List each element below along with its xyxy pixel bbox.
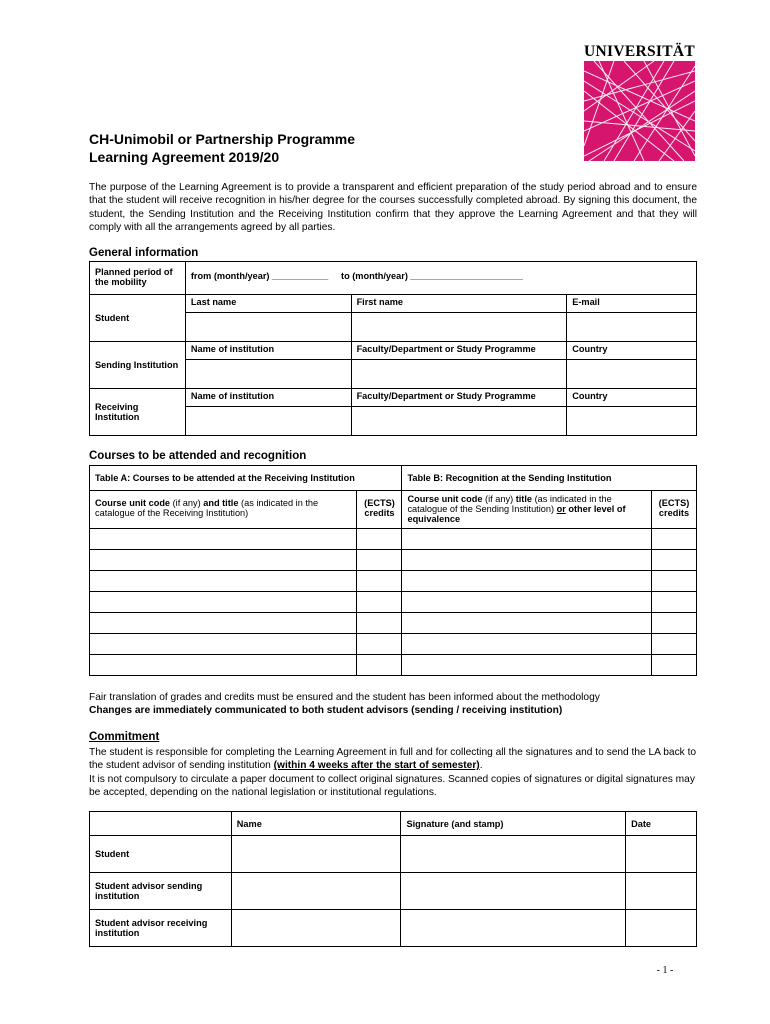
course-row: [90, 550, 697, 571]
table-a-course-cell[interactable]: [90, 613, 357, 634]
table-a-course-cell[interactable]: [90, 550, 357, 571]
agreement-title: Learning Agreement 2019/20: [89, 149, 280, 165]
general-info-heading: General information: [89, 247, 199, 259]
fair-translation-line: Fair translation of grades and credits must be ensured and the student has been informed about the methodology: [89, 692, 600, 703]
table-b-ects-cell[interactable]: [651, 529, 696, 550]
signature-name-cell[interactable]: [231, 873, 401, 910]
first-name-input[interactable]: [352, 313, 567, 341]
signature-date-cell[interactable]: [626, 910, 697, 947]
table-b-course-header: Course unit code (if any) title (as indicated in the catalogue of the Sending Institution) or other level of equivalence: [402, 491, 652, 529]
sending-country-input[interactable]: [567, 360, 696, 388]
programme-title: CH-Unimobil or Partnership Programme: [89, 131, 356, 147]
commitment-paragraph-1: The student is responsible for completing the Learning Agreement in full and for collecting all the signatures and to send the LA back to the student advisor of sending institution (within 4 weeks after the start of semester).: [89, 747, 697, 772]
course-row: [90, 529, 697, 550]
receiving-name-input[interactable]: [186, 407, 351, 435]
table-a-ects-cell[interactable]: [357, 529, 402, 550]
intro-paragraph: The purpose of the Learning Agreement is to provide a transparent and efficient preparation of the study period abroad and to ensure that the student will receive recognition in his/her degree for the courses successfully completed abroad. By signing this document, the student, the Sending Institution and the Receiving Institution confirm that they approve the Learning Agreement and that they will comply with all the arrangements agreed by all parties.: [89, 182, 697, 234]
sending-name-header: Name of institution: [186, 342, 351, 360]
last-name-input[interactable]: [186, 313, 351, 341]
document-title: [89, 130, 355, 166]
course-row: [90, 571, 697, 592]
table-b-ects-header: (ECTS) credits: [651, 491, 696, 529]
courses-table: [89, 465, 697, 676]
sending-faculty-input[interactable]: [352, 360, 567, 388]
fair-translation-note: [89, 691, 709, 718]
table-a-course-cell[interactable]: [90, 529, 357, 550]
signature-name-cell[interactable]: [231, 910, 401, 947]
page-number: - 1 -: [656, 965, 674, 976]
signature-stamp-cell[interactable]: [401, 873, 626, 910]
changes-communicated-line: Changes are immediately communicated to both student advisors (sending / receiving institution): [89, 705, 563, 717]
table-b-course-cell[interactable]: [402, 592, 652, 613]
signature-date-cell[interactable]: [626, 836, 697, 873]
table-b-course-cell[interactable]: [402, 529, 652, 550]
receiving-faculty-header: Faculty/Department or Study Programme: [352, 389, 567, 407]
course-row: [90, 592, 697, 613]
commitment-text: [89, 746, 697, 800]
table-b-ects-cell[interactable]: [651, 550, 696, 571]
table-a-ects-cell[interactable]: [357, 634, 402, 655]
table-a-ects-header: (ECTS) credits: [357, 491, 402, 529]
sending-country-header: Country: [567, 342, 696, 360]
table-b-course-cell[interactable]: [402, 634, 652, 655]
receiving-name-header: Name of institution: [186, 389, 351, 407]
table-a-ects-cell[interactable]: [357, 571, 402, 592]
sending-name-input[interactable]: [186, 360, 351, 388]
table-a-title: Table A: Courses to be attended at the Receiving Institution: [90, 466, 402, 491]
email-header: E-mail: [567, 295, 696, 313]
table-a-ects-cell[interactable]: [357, 550, 402, 571]
table-b-course-cell[interactable]: [402, 613, 652, 634]
from-field[interactable]: from (month/year) ___________: [190, 271, 329, 281]
signature-row: [90, 910, 697, 947]
email-input[interactable]: [567, 313, 696, 341]
table-b-ects-cell[interactable]: [651, 613, 696, 634]
table-b-ects-cell[interactable]: [651, 634, 696, 655]
last-name-header: Last name: [186, 295, 351, 313]
receiving-institution-label: Receiving Institution: [90, 389, 186, 436]
signature-row: [90, 873, 697, 910]
table-a-course-cell[interactable]: [90, 655, 357, 676]
table-a-course-cell[interactable]: [90, 592, 357, 613]
sending-institution-label: Sending Institution: [90, 342, 186, 389]
course-row: [90, 655, 697, 676]
sending-faculty-header: Faculty/Department or Study Programme: [352, 342, 567, 360]
table-a-ects-cell[interactable]: [357, 592, 402, 613]
signature-row-label: Student: [90, 836, 232, 873]
table-b-course-cell[interactable]: [402, 655, 652, 676]
table-b-ects-cell[interactable]: [651, 571, 696, 592]
table-b-course-cell[interactable]: [402, 550, 652, 571]
receiving-country-header: Country: [567, 389, 696, 407]
table-b-title: Table B: Recognition at the Sending Institution: [402, 466, 697, 491]
signature-row-label: Student advisor sending institution: [90, 873, 232, 910]
signatures-table: [89, 811, 697, 947]
commitment-paragraph-2: It is not compulsory to circulate a paper document to collect original signatures. Scanned copies of signatures or digital signatures may be accepted, depending on the national legislation or institutional regulations.: [89, 773, 695, 799]
table-b-ects-cell[interactable]: [651, 592, 696, 613]
signature-header: Signature (and stamp): [401, 812, 626, 836]
signature-stamp-cell[interactable]: [401, 910, 626, 947]
university-logo-graphic: [584, 61, 695, 161]
commitment-heading: Commitment: [89, 731, 160, 743]
to-field[interactable]: to (month/year) ______________________: [341, 271, 523, 281]
receiving-faculty-input[interactable]: [352, 407, 567, 435]
signature-date-header: Date: [626, 812, 697, 836]
table-a-course-cell[interactable]: [90, 571, 357, 592]
table-a-course-header: Course unit code (if any) and title (as indicated in the catalogue of the Receiving Institution): [90, 491, 357, 529]
signature-row: [90, 836, 697, 873]
signature-stamp-cell[interactable]: [401, 836, 626, 873]
signature-name-cell[interactable]: [231, 836, 401, 873]
table-b-ects-cell[interactable]: [651, 655, 696, 676]
receiving-country-input[interactable]: [567, 407, 696, 435]
table-a-ects-cell[interactable]: [357, 613, 402, 634]
course-row: [90, 613, 697, 634]
general-info-table: [89, 261, 697, 436]
course-row: [90, 634, 697, 655]
table-a-ects-cell[interactable]: [357, 655, 402, 676]
table-b-course-cell[interactable]: [402, 571, 652, 592]
signature-date-cell[interactable]: [626, 873, 697, 910]
table-a-course-cell[interactable]: [90, 634, 357, 655]
first-name-header: First name: [352, 295, 567, 313]
planned-period-label: Planned period of the mobility: [90, 262, 186, 295]
signature-name-header: Name: [231, 812, 401, 836]
logo-line-1: UNIVERSITÄT: [584, 43, 695, 60]
signature-row-label: Student advisor receiving institution: [90, 910, 232, 947]
student-label: Student: [90, 295, 186, 342]
courses-heading: Courses to be attended and recognition: [89, 450, 307, 462]
